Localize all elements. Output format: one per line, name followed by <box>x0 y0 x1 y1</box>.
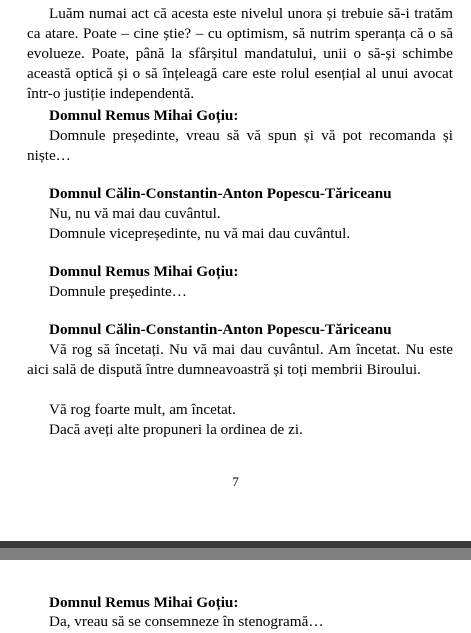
page-separator <box>0 541 471 560</box>
speech-line: Dacă aveți alte propuneri la ordinea de zi. <box>49 421 303 438</box>
speech-paragraph: Vă rog să încetați. Nu vă mai dau cuvântul. Am încetat. Nu este aici sală de dispută între dumneavoastră și toți membrii Biroului. <box>27 341 453 378</box>
speaker-heading: Domnul Călin-Constantin-Anton Popescu-Tăriceanu <box>49 185 392 202</box>
speaker-heading: Domnul Călin-Constantin-Anton Popescu-Tăriceanu <box>49 321 392 338</box>
intro-paragraph: Luăm numai act că acesta este nivelul unora și trebuie să-i tratăm ca atare. Poate – cine știe? – cu optimism, să nutrim speranța că o să evolueze. Poate, până la sfârșitul mandatului, unii o să-și schimbe această optică și o să înțeleagă care este rolul esențial al unui avocat într-o justiție independentă. <box>27 5 453 102</box>
speech-line: Domnule vicepreședinte, nu vă mai dau cuvântul. <box>49 225 351 242</box>
speech-line: Da, vreau să se consemneze în stenogramă… <box>49 613 324 630</box>
speaker-heading: Domnul Remus Mihai Goțiu: <box>49 263 239 280</box>
speech-paragraph: Domnule președinte, vreau să vă spun și vă pot recomanda și niște… <box>27 127 453 164</box>
speech-line: Domnule președinte… <box>49 283 187 300</box>
speaker-heading: Domnul Remus Mihai Goțiu: <box>49 594 239 611</box>
speech-line: Nu, nu vă mai dau cuvântul. <box>49 205 221 222</box>
page-number: 7 <box>232 474 239 489</box>
speaker-heading: Domnul Remus Mihai Goțiu: <box>49 107 239 124</box>
document-page-8 <box>0 560 471 633</box>
speech-line: Vă rog foarte mult, am încetat. <box>49 401 236 418</box>
